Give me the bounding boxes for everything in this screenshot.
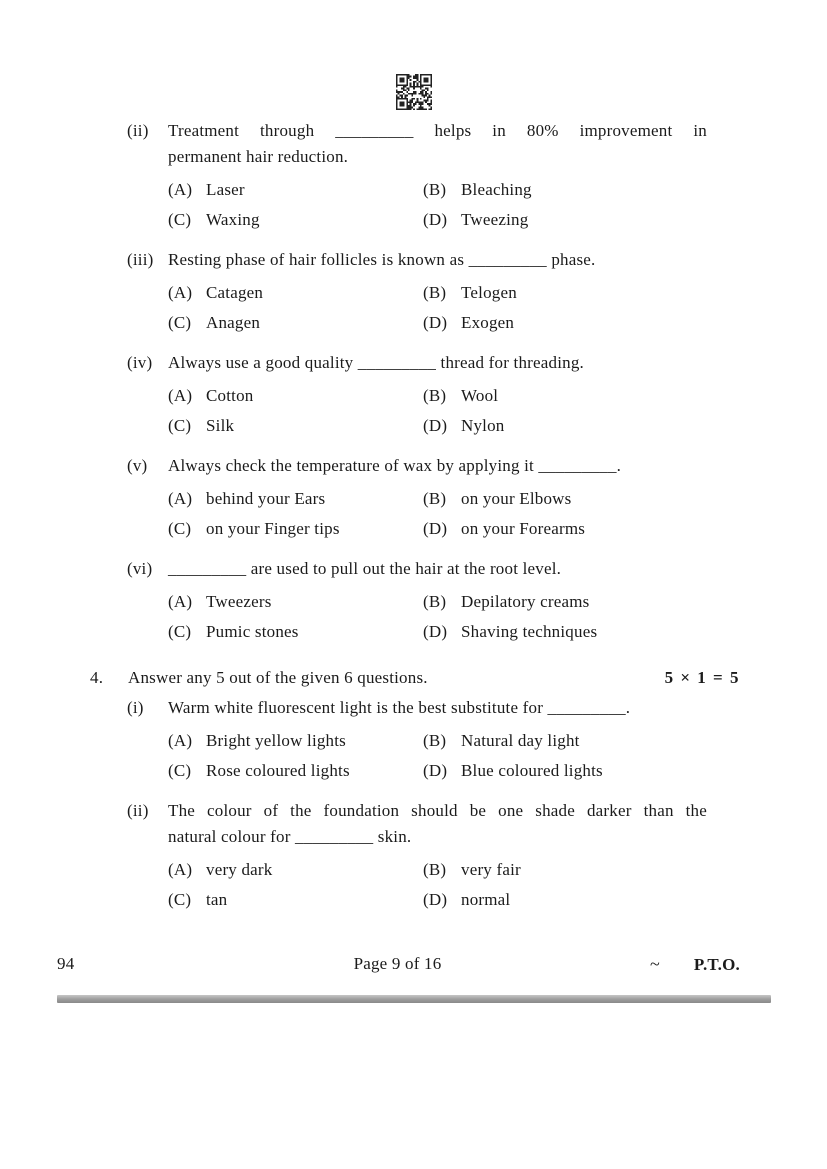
question-text: [168, 118, 707, 170]
options-grid: [168, 587, 707, 647]
option-item: [423, 484, 707, 514]
option-label: (B): [423, 489, 447, 508]
option-item: [423, 175, 707, 205]
option-item: [168, 726, 423, 756]
question-text-line: permanent hair reduction.: [168, 147, 349, 166]
option-text: on your Forearms: [461, 519, 586, 538]
option-item: [168, 278, 423, 308]
option-item: [423, 587, 707, 617]
option-label: (A): [168, 283, 193, 302]
option-label: (B): [423, 731, 447, 750]
page-indicator: Page 9 of 16: [353, 954, 442, 973]
option-label: (D): [423, 622, 448, 641]
option-text: Laser: [206, 180, 245, 199]
option-text: on your Elbows: [461, 489, 572, 508]
question-number: (vi): [127, 559, 153, 578]
question-text-line: The colour of the foundation should be one shade darker than the: [168, 801, 707, 820]
option-text: very fair: [461, 860, 521, 879]
option-label: (D): [423, 761, 448, 780]
option-item: [168, 514, 423, 544]
option-item: [423, 756, 707, 786]
options-grid: [168, 726, 707, 786]
option-label: (D): [423, 890, 448, 909]
option-label: (B): [423, 860, 447, 879]
option-item: [168, 855, 423, 885]
question-block: [127, 798, 707, 915]
option-text: Telogen: [461, 283, 517, 302]
option-item: [423, 617, 707, 647]
option-text: Silk: [206, 416, 235, 435]
footer-right-group: [650, 951, 740, 978]
question-number: (iii): [127, 250, 154, 269]
option-item: [168, 411, 423, 441]
option-label: (C): [168, 210, 192, 229]
option-label: (A): [168, 489, 193, 508]
option-label: (D): [423, 313, 448, 332]
options-grid: [168, 278, 707, 338]
option-item: [168, 617, 423, 647]
pto-label: P.T.O.: [693, 955, 740, 974]
question-text: _________ are used to pull out the hair at the root level.: [168, 559, 562, 578]
option-text: Exogen: [461, 313, 515, 332]
option-item: [168, 587, 423, 617]
option-label: (C): [168, 622, 192, 641]
option-item: [423, 381, 707, 411]
question-block: [127, 118, 707, 235]
option-label: (D): [423, 519, 448, 538]
question-block: [127, 350, 707, 441]
options-grid: [168, 175, 707, 235]
option-label: (A): [168, 180, 193, 199]
option-item: [168, 308, 423, 338]
options-grid: [168, 381, 707, 441]
option-item: [423, 885, 707, 915]
question-text: [168, 798, 707, 850]
option-text: Tweezing: [461, 210, 529, 229]
section-header: [90, 665, 740, 691]
section-intro: Answer any 5 out of the given 6 questions.: [128, 668, 428, 687]
option-item: [168, 756, 423, 786]
option-text: Depilatory creams: [461, 592, 590, 611]
option-item: [423, 855, 707, 885]
option-text: Shaving techniques: [461, 622, 598, 641]
option-text: Rose coloured lights: [206, 761, 350, 780]
option-text: behind your Ears: [206, 489, 326, 508]
option-text: Tweezers: [206, 592, 272, 611]
option-text: Bleaching: [461, 180, 532, 199]
option-label: (A): [168, 592, 193, 611]
option-text: tan: [206, 890, 228, 909]
option-label: (D): [423, 210, 448, 229]
option-text: Waxing: [206, 210, 260, 229]
question-block: [127, 695, 707, 786]
option-item: [423, 411, 707, 441]
option-text: Wool: [461, 386, 499, 405]
option-label: (C): [168, 313, 192, 332]
option-label: (A): [168, 386, 193, 405]
option-item: [423, 308, 707, 338]
option-item: [168, 175, 423, 205]
option-item: [423, 205, 707, 235]
option-text: normal: [461, 890, 511, 909]
option-item: [168, 885, 423, 915]
option-label: (B): [423, 283, 447, 302]
question-text-line: Treatment through _________ helps in 80% improvement in: [168, 121, 707, 140]
option-text: Natural day light: [461, 731, 580, 750]
page-footer: [55, 951, 740, 977]
question-block: [127, 247, 707, 338]
question-text: Always use a good quality _________ thread for threading.: [168, 353, 585, 372]
option-label: (C): [168, 416, 192, 435]
option-label: (C): [168, 761, 192, 780]
option-label: (C): [168, 519, 192, 538]
question-number: (i): [127, 698, 144, 717]
option-text: Cotton: [206, 386, 254, 405]
question-block: [127, 556, 707, 647]
option-item: [168, 484, 423, 514]
question-number: (ii): [127, 801, 149, 820]
option-label: (B): [423, 386, 447, 405]
option-label: (B): [423, 180, 447, 199]
question-number: (ii): [127, 121, 149, 140]
question-text: Warm white fluorescent light is the best substitute for _________.: [168, 698, 631, 717]
option-text: Pumic stones: [206, 622, 299, 641]
questions-area: [0, 118, 827, 927]
option-item: [423, 514, 707, 544]
option-item: [168, 205, 423, 235]
option-label: (C): [168, 890, 192, 909]
option-item: [168, 381, 423, 411]
question-number: (iv): [127, 353, 153, 372]
question-text-line: natural colour for _________ skin.: [168, 827, 412, 846]
option-item: [423, 278, 707, 308]
option-text: Nylon: [461, 416, 505, 435]
option-label: (B): [423, 592, 447, 611]
option-text: Bright yellow lights: [206, 731, 346, 750]
option-text: Catagen: [206, 283, 264, 302]
option-text: Blue coloured lights: [461, 761, 603, 780]
question-number: (v): [127, 456, 148, 475]
option-text: very dark: [206, 860, 273, 879]
question-text: Resting phase of hair follicles is known as _________ phase.: [168, 250, 596, 269]
examiner-mark: ~: [649, 954, 660, 974]
option-label: (A): [168, 731, 193, 750]
option-item: [423, 726, 707, 756]
question-text: Always check the temperature of wax by applying it _________.: [168, 456, 622, 475]
options-grid: [168, 855, 707, 915]
option-text: Anagen: [206, 313, 261, 332]
section-number: 4.: [90, 668, 104, 687]
qr-code-icon: [396, 74, 432, 110]
paper-code: 94: [57, 954, 75, 973]
options-grid: [168, 484, 707, 544]
bottom-divider: [57, 995, 771, 1003]
option-label: (D): [423, 416, 448, 435]
option-text: on your Finger tips: [206, 519, 340, 538]
option-label: (A): [168, 860, 193, 879]
section-marks: 5 × 1 = 5: [664, 668, 740, 687]
question-block: [127, 453, 707, 544]
